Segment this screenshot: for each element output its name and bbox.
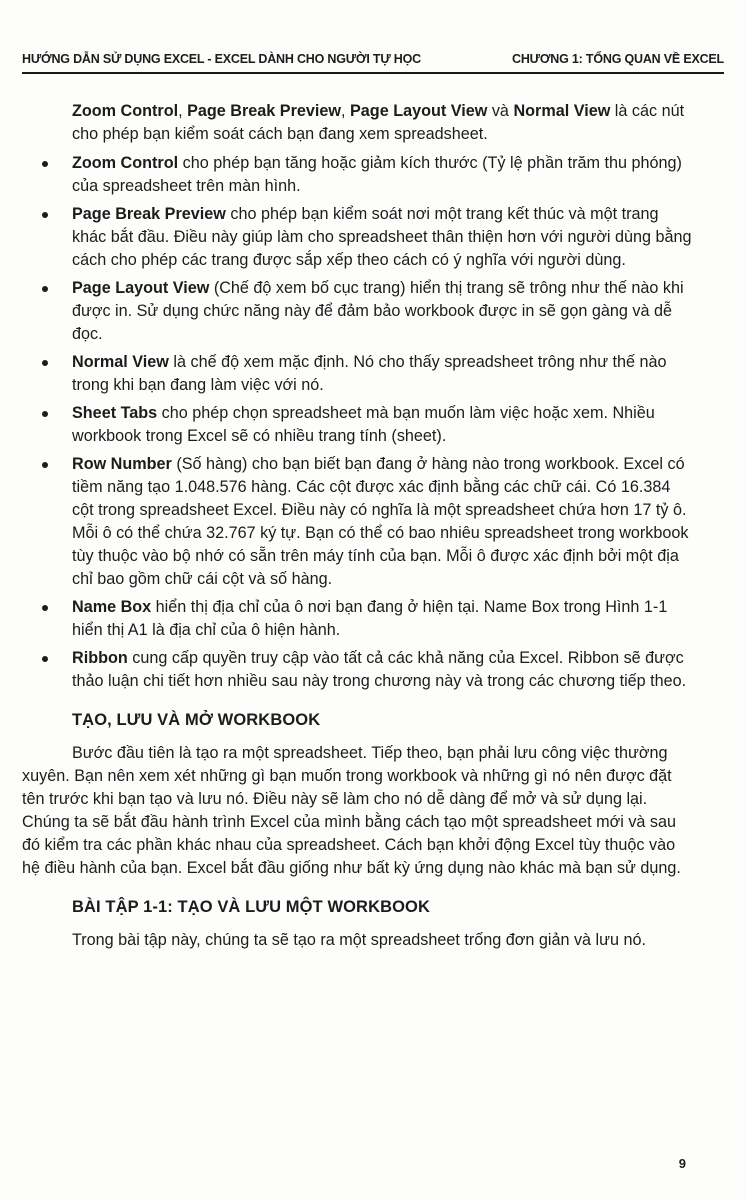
section-heading-create-save-open: TẠO, LƯU VÀ MỞ WORKBOOK: [72, 711, 321, 729]
bullet-term: Ribbon: [72, 649, 128, 667]
bullet-list: [72, 152, 692, 693]
bullet-text: hiển thị địa chỉ của ô nơi bạn đang ở hiện tại. Name Box trong Hình 1-1 hiển thị A1 là địa chỉ của ô hiện hành.: [72, 598, 668, 639]
intro-text: là các nút cho phép bạn kiểm soát cách bạn đang xem spreadsheet.: [72, 102, 685, 143]
bullet-text: cho phép bạn kiểm soát nơi một trang kết thúc và một trang khác bắt đầu. Điều này giúp làm cho spreadsheet thân thiện hơn với người dùng bằng cách cho phép các trang được sắp xếp theo cách có ý nghĩa với người dùng.: [72, 205, 692, 269]
bullet-term: Page Break Preview: [72, 205, 226, 223]
bullet-term: Row Number: [72, 455, 172, 473]
intro-conjunction: và: [487, 102, 514, 120]
section-paragraph: Bước đầu tiên là tạo ra một spreadsheet. Tiếp theo, bạn phải lưu công việc thường xuyên. Bạn nên xem xét những gì bạn muốn trong workbook và những gì nó nên được đặt tên trước khi bạn tạo và lưu nó. Điều này sẽ làm cho nó dễ dàng để mở và sử dụng lại. Chúng ta sẽ bắt đầu hành trình Excel của mình bằng cách tạo một spreadsheet mới và sau đó kiểm tra các phần khác nhau của spreadsheet. Cách bạn khởi động Excel tùy thuộc vào hệ điều hành của bạn. Excel bắt đầu giống như bất kỳ ứng dụng nào khác mà bạn sử dụng.: [22, 744, 681, 877]
bullet-item-page-break-preview: [72, 203, 692, 272]
bullet-text: (Chế độ xem bố cục trang) hiển thị trang sẽ trông như thế nào khi được in. Sử dụng chức năng này để đảm bảo workbook được in sẽ gọn gàng và dễ đọc.: [72, 279, 684, 343]
bullet-item-name-box: [72, 596, 692, 642]
page-number: 9: [678, 1156, 686, 1171]
bullet-text: cho phép bạn tăng hoặc giảm kích thước (Tỷ lệ phần trăm thu phóng) của spreadsheet trên màn hình.: [72, 154, 682, 195]
bullet-icon: [42, 360, 48, 366]
header-chapter-title: CHƯƠNG 1: TỔNG QUAN VỀ EXCEL: [512, 52, 724, 66]
intro-term-page-layout-view: Page Layout View: [350, 102, 488, 120]
bullet-term: Zoom Control: [72, 154, 179, 172]
intro-term-normal-view: Normal View: [513, 102, 611, 120]
bullet-item-ribbon: [72, 647, 692, 693]
bullet-term: Name Box: [72, 598, 152, 616]
exercise-paragraph: Trong bài tập này, chúng ta sẽ tạo ra một spreadsheet trống đơn giản và lưu nó.: [72, 931, 646, 949]
section-heading-exercise-1-1: BÀI TẬP 1-1: TẠO VÀ LƯU MỘT WORKBOOK: [72, 898, 430, 916]
bullet-item-page-layout-view: [72, 277, 692, 346]
bullet-term: Page Layout View: [72, 279, 210, 297]
intro-term-page-break-preview: Page Break Preview: [187, 102, 341, 120]
bullet-term: Sheet Tabs: [72, 404, 158, 422]
intro-paragraph: [72, 100, 692, 146]
bullet-icon: [42, 161, 48, 167]
bullet-icon: [42, 411, 48, 417]
bullet-icon: [42, 286, 48, 292]
bullet-term: Normal View: [72, 353, 169, 371]
bullet-text: là chế độ xem mặc định. Nó cho thấy spreadsheet trông như thế nào trong khi bạn đang làm việc với nó.: [72, 353, 667, 394]
intro-separator: ,: [178, 102, 188, 120]
bullet-icon: [42, 605, 48, 611]
intro-separator: ,: [341, 102, 350, 120]
bullet-item-zoom-control: [72, 152, 692, 198]
bullet-item-row-number: [72, 453, 692, 591]
intro-term-zoom-control: Zoom Control: [72, 102, 179, 120]
bullet-text: cung cấp quyền truy cập vào tất cả các khả năng của Excel. Ribbon sẽ được thảo luận chi tiết hơn nhiều sau này trong chương này và trong các chương tiếp theo.: [72, 649, 687, 690]
bullet-icon: [42, 462, 48, 468]
bullet-icon: [42, 212, 48, 218]
running-header: [22, 48, 724, 74]
bullet-text: (Số hàng) cho bạn biết bạn đang ở hàng nào trong workbook. Excel có tiềm năng tạo 1.048.576 hàng. Các cột được xác định bằng các chữ cái. Có 16.384 cột trong spreadsheet Excel. Điều này có nghĩa là một spreadsheet chứa hơn 17 tỷ ô. Mỗi ô có thể chứa 32.767 ký tự. Bạn có thể có bao nhiêu spreadsheet trong workbook tùy thuộc vào bộ nhớ có sẵn trên máy tính của bạn. Mỗi ô được xác định bởi một địa chỉ bao gồm chữ cái cột và số hàng.: [72, 455, 689, 588]
bullet-text: cho phép chọn spreadsheet mà bạn muốn làm việc hoặc xem. Nhiều workbook trong Excel sẽ có nhiều trang tính (sheet).: [72, 404, 655, 445]
bullet-item-sheet-tabs: [72, 402, 692, 448]
header-book-title: HƯỚNG DẪN SỬ DỤNG EXCEL - EXCEL DÀNH CHO NGƯỜI TỰ HỌC: [22, 52, 421, 66]
bullet-icon: [42, 656, 48, 662]
page-content: [22, 100, 692, 952]
bullet-item-normal-view: [72, 351, 692, 397]
